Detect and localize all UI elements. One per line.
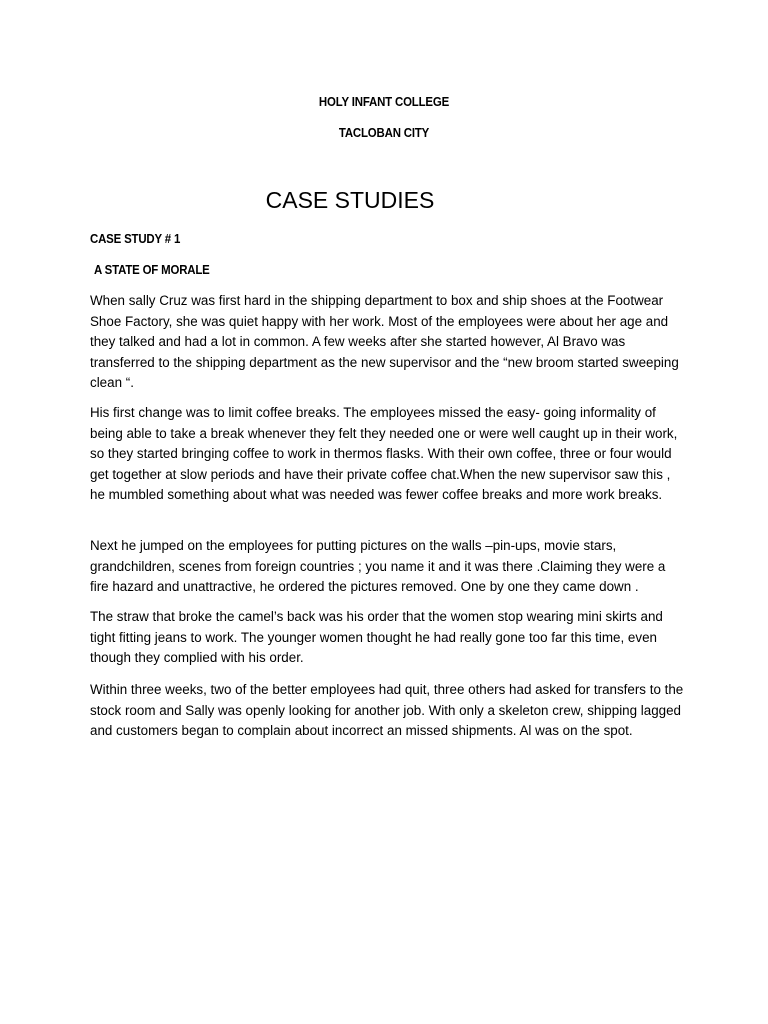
case-study-number: CASE STUDY # 1 — [90, 231, 181, 246]
case-study-paragraph-2: His first change was to limit coffee breaks. The employees missed the easy- going informality of being able to take a break whenever they felt they needed one or were well caught up in their work, so they started bringing coffee to work in thermos flasks. With their own coffee, three or four would get together at slow periods and have their private coffee chat.When the new supervisor saw this , he mumbled something about what was needed was fewer coffee breaks and more work breaks. — [90, 405, 678, 502]
case-study-paragraph-1: When sally Cruz was first hard in the shipping department to box and ship shoes at the Footwear Shoe Factory, she was quiet happy with her work. Most of the employees were about her age and they talked and had a lot in common. A few weeks after she started however, Al Bravo was transferred to the shipping department as the new supervisor and the “new broom started sweeping clean “. — [90, 293, 679, 390]
document-title: CASE STUDIES — [265, 187, 435, 213]
case-study-paragraph-3: Next he jumped on the employees for putting pictures on the walls –pin-ups, movie stars, grandchildren, scenes from foreign countries ; you name it and it was there .Claiming they were a fire hazard and unattractive, he ordered the pictures removed. One by one they came down . — [90, 538, 666, 594]
case-study-paragraph-5: Within three weeks, two of the better employees had quit, three others had asked for transfers to the stock room and Sally was openly looking for another job. With only a skeleton crew, shipping lagged and customers began to complain about incorrect an missed shipments. Al was on the spot. — [90, 682, 684, 738]
case-study-title: A STATE OF MORALE — [94, 262, 210, 277]
city-name: TACLOBAN CITY — [338, 125, 430, 140]
school-name: HOLY INFANT COLLEGE — [318, 94, 450, 109]
case-study-paragraph-4: The straw that broke the camel’s back was his order that the women stop wearing mini skirts and tight fitting jeans to work. The younger women thought he had really gone too far this time, even though they complied with his order. — [90, 609, 663, 665]
